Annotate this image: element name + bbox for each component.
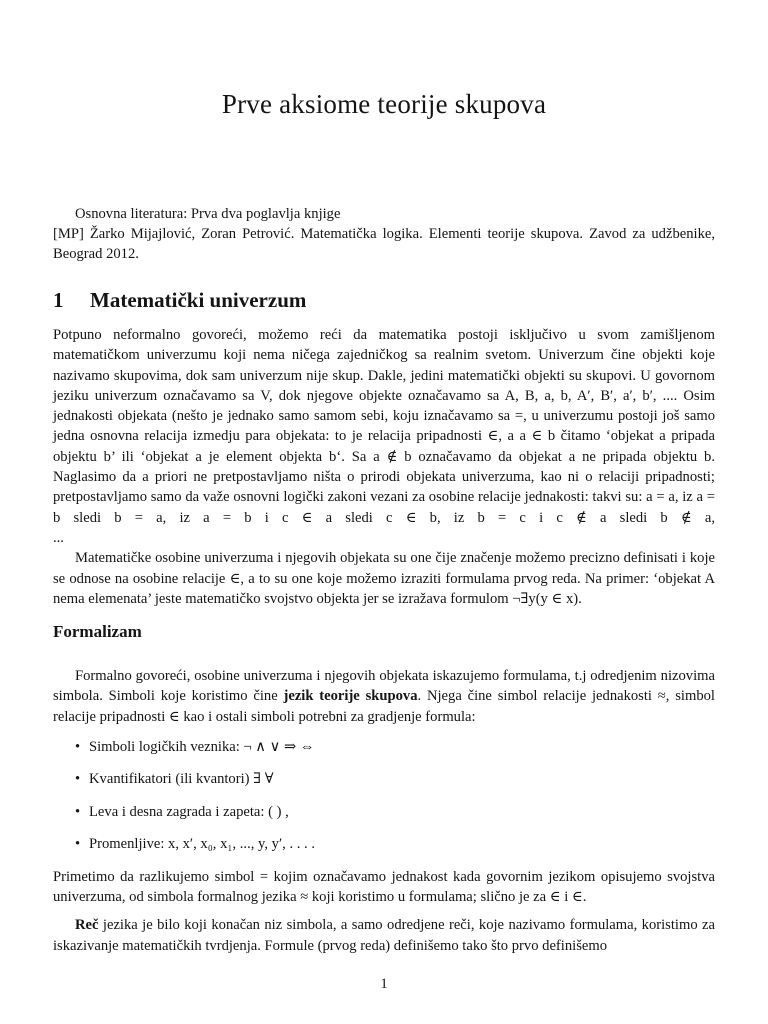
list-item-text: Promenljive: x, x′, x₀, x₁, ..., y, y′, . . . . <box>89 836 315 853</box>
list-item-text: Simboli logičkih veznika: ¬ ∧ ∨ ⇒ ⇔ <box>89 738 315 755</box>
document-title: Prve aksiome teorije skupova <box>221 89 547 119</box>
list-item <box>53 834 715 854</box>
formalism-text-b: . Njega čine simbol relacije jednakosti ≈, simbol relacije pripadnosti ∈ kao i ostali simboli potrebni za gradjenje formula: <box>53 688 715 725</box>
word-definition-text: jezika je bilo koji konačan niz simbola, a samo odredjene reči, koje nazivamo formulama, koristimo za iskazivanje matematičkih tvrdjenja. Formule (prvog reda) definišemo tako što prvo definišemo <box>53 917 715 954</box>
section-paragraph-2: Matematičke osobine univerzuma i njegovih objekata su one čije značenje možemo precizno definisati i koje se odnose na osobine relacije ∈, a to su one koje možemo izraziti formulama prvog reda. Na primer: ‘objekat A nema elemenata’ jeste matematičko svojstvo objekta jer se izražava formulom ¬∃y(y ∈ x). <box>53 550 715 607</box>
formalism-bold-term: jezik teorije skupova <box>283 688 418 705</box>
literature-block <box>53 204 715 264</box>
formalism-paragraph <box>53 666 715 727</box>
word-definition-paragraph <box>53 915 715 956</box>
section-title: Matematički univerzum <box>90 288 307 312</box>
literature-reference: [MP] Žarko Mijajlović, Zoran Petrović. Matematička logika. Elementi teorije skupova. Zavod za udžbenike, Beograd 2012. <box>53 226 715 262</box>
bullet-icon: • <box>75 738 81 755</box>
subsection-heading: Formalizam <box>53 622 142 641</box>
list-item <box>53 737 715 757</box>
section-heading <box>53 286 715 314</box>
formalism-text-a: Formalno govoreći, osobine univerzuma i njegovih objekata iskazujemo formulama, t.j odredjenim nizovima simbola. Simboli koje koristimo čine <box>53 668 715 705</box>
bullet-icon: • <box>75 771 81 788</box>
word-term: Reč <box>75 917 99 934</box>
section-paragraph-1: Potpuno neformalno govoreći, možemo reći da matematika postoji isključivo u svom zamišljenom matematičkom univerzumu koji nema ničega zajedničkog sa realnim svetom. Univerzum čine objekti koje nazivamo skupovima, dok sam univerzum nije skup. Dakle, jedini matematički objekti su skupovi. U govornom jeziku univerzum označavamo sa V, dok njegove objekte označavamo sa A, B, a, b, A′, B′, a′, b′, .... Osim jednakosti objekata (nešto je jednako samo samom sebi, koju iznačavamo sa =, u univerzumu postoji još samo jedna osnovna relacija izmedju para objekata: to je relacija pripadnosti ∈, a a ∈ b čitamo ‘objekat a pripada objektu b’ ili ‘objekat a je element objekta b‘. Sa a ∉ b označavamo da objekat a ne pripada objektu b. Naglasimo da a priori ne pretpostavljamo ništa o prirodi objekata univerzuma, kao ni o relaciji pripadnosti; pretpostavljamo samo da važe osnovni logički zakoni vezani za osobine relacije jednakosti: takvi su: a = a, iz a = b sledi b = a, iz a = b i c ∈ a sledi c ∈ b, iz b = c i c ∉ a sledi b ∉ a, <box>53 327 715 526</box>
list-item <box>53 769 715 789</box>
list-item-text: Kvantifikatori (ili kvantori) ∃ ∀ <box>89 771 274 788</box>
section-paragraph-1-ellipsis: ... <box>53 529 64 546</box>
list-item-text: Leva i desna zagrada i zapeta: ( ) , <box>89 803 289 820</box>
section-number: 1 <box>53 288 64 312</box>
symbol-list <box>53 737 715 855</box>
section-body <box>53 325 715 609</box>
page-number: 1 <box>380 976 388 992</box>
list-item <box>53 802 715 822</box>
bullet-icon: • <box>75 836 81 853</box>
symbol-note-paragraph: Primetimo da razlikujemo simbol = kojim označavamo jednakost kada govornim jezikom opisujemo svojstva univerzuma, od simbola formalnog jezika ≈ koji koristimo u formulama; slično je za ∈ i ∈. <box>53 868 715 906</box>
literature-intro: Osnovna literatura: Prva dva poglavlja knjige <box>75 206 341 222</box>
subsection-body <box>53 666 715 956</box>
bullet-icon: • <box>75 803 81 820</box>
